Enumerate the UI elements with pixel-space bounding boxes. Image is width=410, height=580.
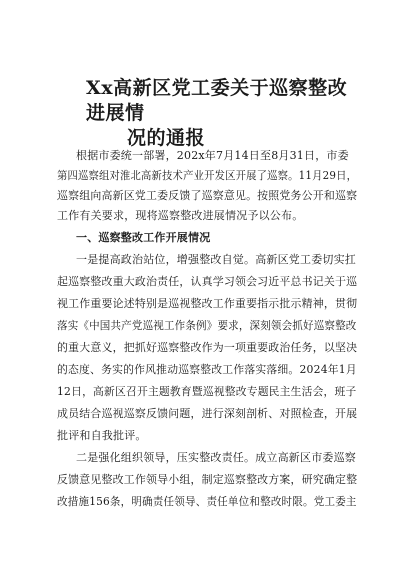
para1-line-1: 一是提高政治站位，增强整改自觉。高新区党工委切实扛: [76, 253, 356, 266]
para1-line-8: 成员结合巡视巡察反馈问题，进行深刻剖析、对照检查，开展: [57, 407, 358, 420]
para1-line-7: 12日，高新区召开主题教育暨巡视整改专题民主生活会，班子: [57, 385, 357, 398]
para1-line-4: 落实《中国共产党巡视工作条例》要求，深刻领会抓好巡察整改: [57, 319, 357, 332]
section-heading-1: 一、巡察整改工作开展情况: [76, 231, 211, 244]
para2-line-3: 改措施156条，明确责任领导、责任单位和整改时限。党工委主: [57, 495, 357, 508]
para1-line-5: 的重大意义，把抓好巡察整改作为一项重要政治任务，以坚决: [57, 341, 358, 354]
title-line-2: 况的通报: [127, 127, 206, 149]
document-title: [60, 76, 360, 151]
intro-line-2: 第四巡察组对淮北高新技术产业开发区开展了巡察。11月29日，: [57, 169, 358, 182]
para1-line-6: 的态度、务实的作风推动巡察整改工作落实落细。2024年1月: [57, 363, 357, 376]
intro-line-1: 根据市委统一部署，202x年7月14日至8月31日，市委: [76, 149, 349, 162]
intro-line-4: 工作有关要求，现将巡察整改进展情况予以公布。: [57, 209, 304, 222]
intro-line-3: 巡察组向高新区党工委反馈了巡察意见。按照党务公开和巡察: [57, 189, 358, 202]
para1-line-9: 批评和自我批评。: [57, 429, 147, 442]
title-line-1: Xx高新区党工委关于巡察整改进展情: [86, 77, 348, 124]
para2-line-1: 二是强化组织领导，压实整改责任。成立高新区市委巡察: [76, 451, 356, 464]
para1-line-3: 视工作重要论述特别是巡视整改工作重要指示批示精神，贯彻: [57, 297, 358, 310]
para1-line-2: 起巡察整改重大政治责任，认真学习领会习近平总书记关于巡: [57, 275, 358, 288]
para2-line-2: 反馈意见整改工作领导小组，制定巡察整改方案，研究确定整: [57, 473, 358, 486]
